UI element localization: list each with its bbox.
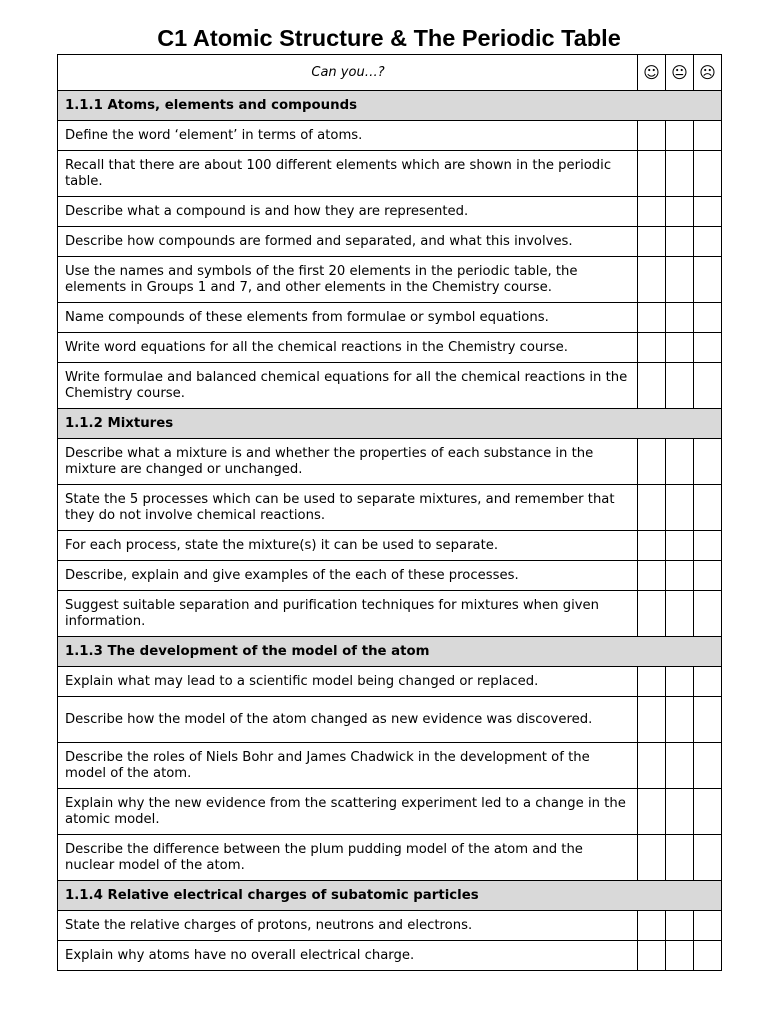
- rating-box-unsure[interactable]: [666, 197, 694, 227]
- checklist-statement: Explain what may lead to a scientific model being changed or replaced.: [58, 667, 638, 697]
- can-you-prompt: Can you…?: [58, 55, 638, 91]
- checklist-statement: Write formulae and balanced chemical equations for all the chemical reactions in the Chemistry course.: [58, 363, 638, 409]
- checklist-statement: Explain why the new evidence from the scattering experiment led to a change in the atomic model.: [58, 789, 638, 835]
- rating-box-not-confident[interactable]: [694, 941, 722, 971]
- rating-box-unsure[interactable]: [666, 121, 694, 151]
- rating-box-not-confident[interactable]: [694, 591, 722, 637]
- rating-box-unsure[interactable]: [666, 591, 694, 637]
- checklist-statement: Describe, explain and give examples of the each of these processes.: [58, 561, 638, 591]
- rating-box-unsure[interactable]: [666, 439, 694, 485]
- checklist-statement: Describe how compounds are formed and separated, and what this involves.: [58, 227, 638, 257]
- rating-box-confident[interactable]: [638, 911, 666, 941]
- rating-box-not-confident[interactable]: [694, 789, 722, 835]
- rating-box-not-confident[interactable]: [694, 485, 722, 531]
- rating-box-unsure[interactable]: [666, 151, 694, 197]
- checklist-row: [58, 439, 722, 485]
- checklist-statement: Describe what a mixture is and whether the properties of each substance in the mixture are changed or unchanged.: [58, 439, 638, 485]
- rating-box-unsure[interactable]: [666, 743, 694, 789]
- rating-box-confident[interactable]: [638, 197, 666, 227]
- rating-box-confident[interactable]: [638, 257, 666, 303]
- rating-box-confident[interactable]: [638, 439, 666, 485]
- checklist-row: [58, 227, 722, 257]
- section-heading-row: [58, 637, 722, 667]
- checklist-statement: Name compounds of these elements from formulae or symbol equations.: [58, 303, 638, 333]
- section-heading-row: [58, 91, 722, 121]
- section-heading: 1.1.1 Atoms, elements and compounds: [58, 91, 722, 121]
- rating-box-confident[interactable]: [638, 333, 666, 363]
- checklist-statement: Define the word ‘element’ in terms of atoms.: [58, 121, 638, 151]
- rating-box-not-confident[interactable]: [694, 743, 722, 789]
- checklist-row: [58, 911, 722, 941]
- rating-box-unsure[interactable]: [666, 835, 694, 881]
- rating-box-confident[interactable]: [638, 531, 666, 561]
- rating-box-not-confident[interactable]: [694, 911, 722, 941]
- rating-box-unsure[interactable]: [666, 667, 694, 697]
- smiley-face-icon: ☺: [638, 55, 666, 91]
- checklist-statement: For each process, state the mixture(s) it can be used to separate.: [58, 531, 638, 561]
- rating-box-unsure[interactable]: [666, 941, 694, 971]
- rating-box-not-confident[interactable]: [694, 363, 722, 409]
- rating-box-not-confident[interactable]: [694, 835, 722, 881]
- checklist-row: [58, 485, 722, 531]
- rating-box-confident[interactable]: [638, 227, 666, 257]
- rating-box-confident[interactable]: [638, 303, 666, 333]
- rating-box-not-confident[interactable]: [694, 197, 722, 227]
- checklist-row: [58, 667, 722, 697]
- checklist-statement: Write word equations for all the chemical reactions in the Chemistry course.: [58, 333, 638, 363]
- rating-box-not-confident[interactable]: [694, 439, 722, 485]
- checklist-statement: State the 5 processes which can be used to separate mixtures, and remember that they do not involve chemical reactions.: [58, 485, 638, 531]
- checklist-row: [58, 941, 722, 971]
- section-heading: 1.1.3 The development of the model of the atom: [58, 637, 722, 667]
- neutral-face-icon: 😐: [666, 55, 694, 91]
- rating-box-unsure[interactable]: [666, 697, 694, 743]
- checklist-statement: Describe the difference between the plum pudding model of the atom and the nuclear model of the atom.: [58, 835, 638, 881]
- rating-box-confident[interactable]: [638, 121, 666, 151]
- rating-box-confident[interactable]: [638, 363, 666, 409]
- checklist-statement: Recall that there are about 100 different elements which are shown in the periodic table.: [58, 151, 638, 197]
- checklist-row: [58, 197, 722, 227]
- header-row: [58, 55, 722, 91]
- section-heading-row: [58, 881, 722, 911]
- rating-box-not-confident[interactable]: [694, 561, 722, 591]
- rating-box-unsure[interactable]: [666, 257, 694, 303]
- checklist-row: [58, 151, 722, 197]
- checklist-statement: State the relative charges of protons, neutrons and electrons.: [58, 911, 638, 941]
- checklist-row: [58, 697, 722, 743]
- rating-box-unsure[interactable]: [666, 561, 694, 591]
- rating-box-not-confident[interactable]: [694, 227, 722, 257]
- rating-box-confident[interactable]: [638, 743, 666, 789]
- checklist-statement: Suggest suitable separation and purification techniques for mixtures when given information.: [58, 591, 638, 637]
- checklist-row: [58, 303, 722, 333]
- checklist-row: [58, 257, 722, 303]
- section-heading: 1.1.4 Relative electrical charges of subatomic particles: [58, 881, 722, 911]
- rating-box-confident[interactable]: [638, 697, 666, 743]
- checklist-statement: Describe how the model of the atom changed as new evidence was discovered.: [58, 697, 638, 743]
- rating-box-not-confident[interactable]: [694, 121, 722, 151]
- rating-box-confident[interactable]: [638, 835, 666, 881]
- checklist-row: [58, 561, 722, 591]
- checklist-row: [58, 333, 722, 363]
- rating-box-confident[interactable]: [638, 561, 666, 591]
- rating-box-unsure[interactable]: [666, 333, 694, 363]
- rating-box-not-confident[interactable]: [694, 257, 722, 303]
- section-heading-row: [58, 409, 722, 439]
- rating-box-confident[interactable]: [638, 151, 666, 197]
- rating-box-confident[interactable]: [638, 485, 666, 531]
- rating-box-not-confident[interactable]: [694, 151, 722, 197]
- rating-box-not-confident[interactable]: [694, 333, 722, 363]
- sad-face-icon: ☹: [694, 55, 722, 91]
- rating-box-confident[interactable]: [638, 941, 666, 971]
- checklist-statement: Explain why atoms have no overall electrical charge.: [58, 941, 638, 971]
- rating-box-unsure[interactable]: [666, 485, 694, 531]
- rating-box-confident[interactable]: [638, 591, 666, 637]
- checklist-statement: Describe what a compound is and how they are represented.: [58, 197, 638, 227]
- rating-box-unsure[interactable]: [666, 227, 694, 257]
- checklist-statement: Use the names and symbols of the first 20 elements in the periodic table, the elements in Groups 1 and 7, and other elements in the Chemistry course.: [58, 257, 638, 303]
- checklist-row: [58, 789, 722, 835]
- rating-box-unsure[interactable]: [666, 531, 694, 561]
- checklist-row: [58, 743, 722, 789]
- rating-box-unsure[interactable]: [666, 363, 694, 409]
- rating-box-not-confident[interactable]: [694, 697, 722, 743]
- rating-box-not-confident[interactable]: [694, 667, 722, 697]
- checklist-statement: Describe the roles of Niels Bohr and James Chadwick in the development of the model of the atom.: [58, 743, 638, 789]
- page-title: C1 Atomic Structure & The Periodic Table: [157, 25, 621, 51]
- rating-box-unsure[interactable]: [666, 303, 694, 333]
- rating-box-confident[interactable]: [638, 789, 666, 835]
- rating-box-not-confident[interactable]: [694, 531, 722, 561]
- rating-box-not-confident[interactable]: [694, 303, 722, 333]
- rating-box-confident[interactable]: [638, 667, 666, 697]
- checklist-row: [58, 363, 722, 409]
- rating-box-unsure[interactable]: [666, 911, 694, 941]
- rating-box-unsure[interactable]: [666, 789, 694, 835]
- checklist-row: [58, 121, 722, 151]
- checklist-table: [57, 54, 722, 971]
- checklist-row: [58, 531, 722, 561]
- checklist-row: [58, 591, 722, 637]
- checklist-row: [58, 835, 722, 881]
- section-heading: 1.1.2 Mixtures: [58, 409, 722, 439]
